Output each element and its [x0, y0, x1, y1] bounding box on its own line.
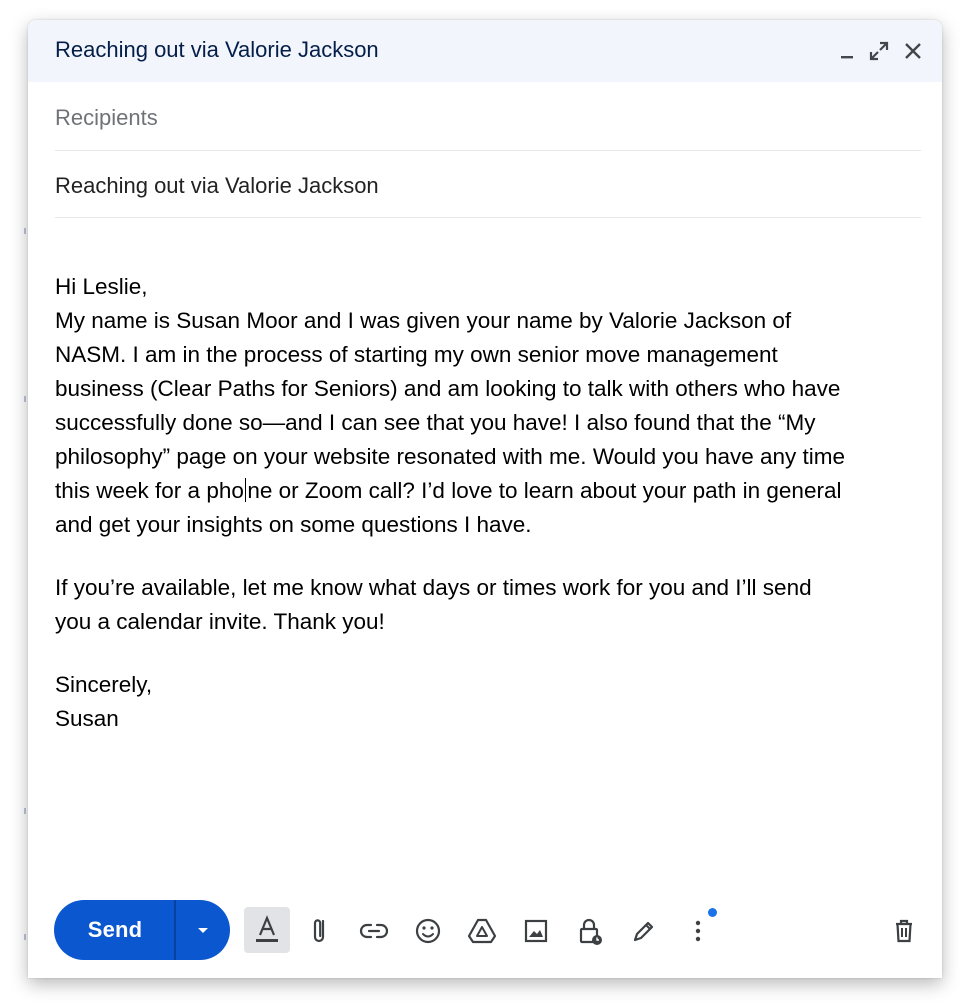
confidential-mode-button[interactable] [570, 911, 610, 951]
background-edge-mark [24, 808, 26, 814]
body-paragraph-2: If you’re available, let me know what days or times work for you and I’ll send you a calendar invite. Thank you! [55, 575, 812, 634]
send-button-group [54, 900, 230, 960]
formatting-options-icon [244, 907, 290, 953]
compose-title-bar[interactable] [28, 20, 942, 82]
insert-emoji-icon [408, 911, 448, 951]
expand-icon [866, 38, 892, 64]
compose-title: Reaching out via Valorie Jackson [55, 37, 379, 62]
attach-file-button[interactable] [300, 911, 340, 951]
message-body[interactable] [55, 270, 935, 765]
confidential-mode-icon [570, 911, 610, 951]
subject-text: Reaching out via Valorie Jackson [55, 173, 379, 198]
expand-button[interactable] [866, 38, 892, 64]
body-paragraph-1-start: My name is Susan Moor and I was given your name by Valorie Jackson of NASM. I am in the process of starting my own senior move management business (Clear Paths for Seniors) and am looking to talk with others who have successfully done so—and I can see that you have! I also found that the “My philosophy” page on your website resonated with me. Would you have any time this week for a pho [55, 308, 846, 503]
background-edge-mark [24, 934, 26, 940]
more-options-icon [678, 911, 718, 951]
notification-dot [708, 908, 717, 917]
discard-draft-button[interactable] [884, 911, 924, 951]
subject-field[interactable] [55, 151, 921, 218]
formatting-options-button[interactable] [244, 907, 290, 953]
signature-icon [624, 911, 664, 951]
body-paragraph-1-end: ne or Zoom call? I’d love to learn about your path in general and get your insights on some questions I have. [55, 478, 842, 537]
compose-window [28, 20, 942, 978]
attach-file-icon [300, 911, 340, 951]
send-options-button[interactable] [176, 900, 230, 960]
more-options-button[interactable] [678, 911, 718, 951]
background-edge-mark [24, 228, 26, 234]
chevron-down-icon [191, 918, 215, 942]
insert-photo-button[interactable] [516, 911, 556, 951]
insert-link-icon [354, 911, 394, 951]
discard-draft-icon [884, 911, 924, 951]
recipients-placeholder: Recipients [55, 105, 158, 130]
minimize-icon [834, 38, 860, 64]
compose-toolbar [28, 900, 942, 962]
insert-signature-button[interactable] [624, 911, 664, 951]
body-greeting: Hi Leslie, [55, 274, 148, 299]
body-paragraph-1 [55, 304, 935, 542]
insert-link-button[interactable] [354, 911, 394, 951]
close-icon [900, 38, 926, 64]
google-drive-icon [462, 911, 502, 951]
insert-photo-icon [516, 911, 556, 951]
close-button[interactable] [900, 38, 926, 64]
google-drive-button[interactable] [462, 911, 502, 951]
insert-emoji-button[interactable] [408, 911, 448, 951]
body-closing: Sincerely, Susan [55, 672, 153, 731]
minimize-button[interactable] [834, 38, 860, 64]
background-edge-mark [24, 396, 26, 402]
send-button[interactable]: Send [87, 917, 143, 942]
recipients-field[interactable] [55, 84, 921, 151]
